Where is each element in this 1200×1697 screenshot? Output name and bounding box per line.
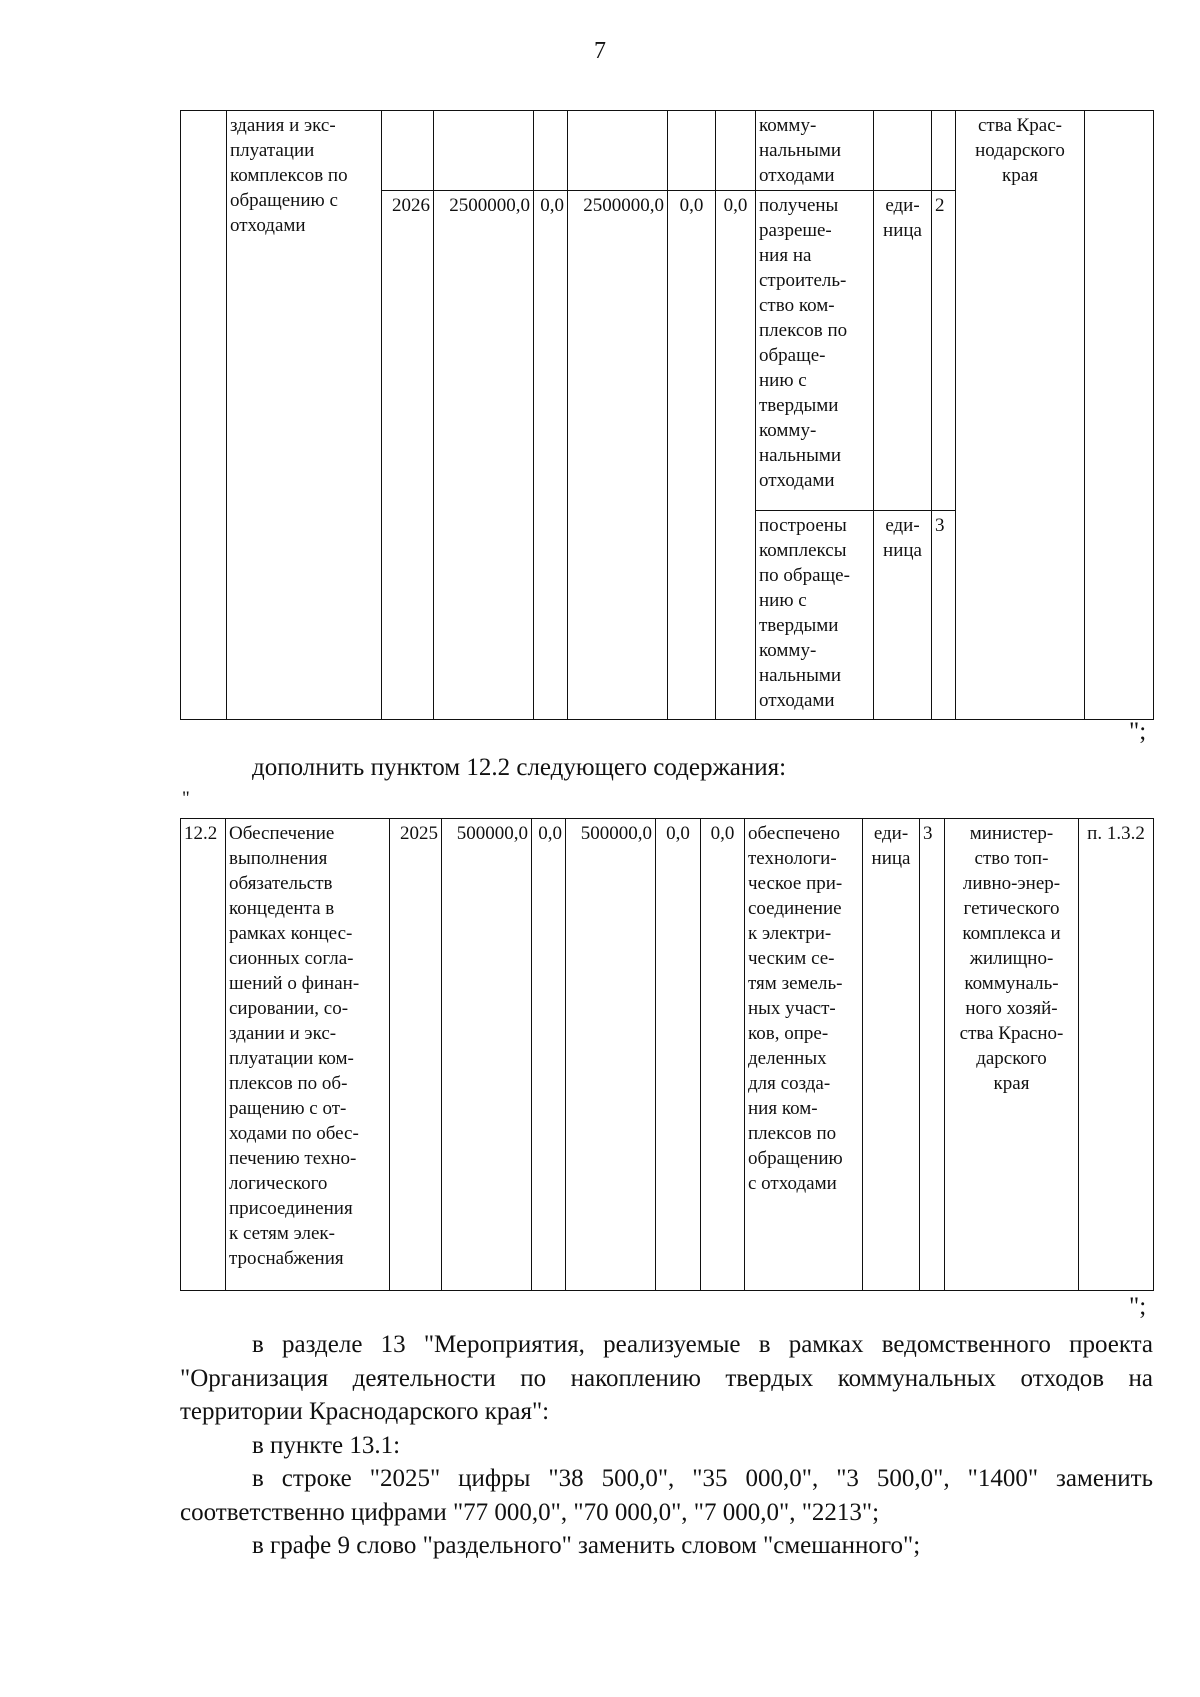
local-cell: 0,0 <box>668 191 716 720</box>
year-cell <box>382 111 434 191</box>
other-cell <box>716 111 756 191</box>
total-cell <box>434 111 534 191</box>
page-number: 7 <box>594 38 606 64</box>
instruction-line: дополнить пунктом 12.2 следующего содержания: <box>252 754 787 781</box>
item-12-2-table <box>180 818 1154 1291</box>
name-cell: Обеспечение выполнения обязательств концедента в рамках концес- сионных согла- шений о финан- сировании, со- здании и экс- плуатации ком- плексов по об- ращению с от- ходами по обес- печению техно- логического присоединения к сетям элек- троснабжения <box>226 819 390 1291</box>
close-quote: "; <box>1129 1293 1147 1320</box>
unit-cell: еди- ница <box>874 191 932 511</box>
unit-cell: еди- ница <box>874 511 932 720</box>
indicator-cell: комму- нальными отходами <box>756 111 874 191</box>
paragraph: в пункте 13.1: <box>252 1431 401 1459</box>
indicator-cell: построены комплексы по обраще- нию с твердыми комму- нальными отходами <box>756 511 874 720</box>
indicator-cell: обеспечено технологи- ческое при- соединение к электри- ческим се- тям земель- ных участ- ков, опре- деленных для созда- ния ком- плексов по обращению с отходами <box>745 819 863 1291</box>
regional-cell: 500000,0 <box>566 819 656 1291</box>
paragraph: в строке "2025" цифры "38 500,0", "35 000,0", "3 500,0", "1400" заменить соответственно цифрами "77 000,0", "70 000,0", "7 000,0", "2213"; <box>180 1465 1153 1526</box>
federal-cell: 0,0 <box>532 819 566 1291</box>
body-text <box>180 1328 1153 1563</box>
continuation-table <box>180 110 1154 720</box>
unit-cell: еди- ница <box>863 819 920 1291</box>
close-quote: "; <box>1129 718 1147 745</box>
unit-cell <box>874 111 932 191</box>
total-cell: 500000,0 <box>442 819 532 1291</box>
number-cell <box>181 111 227 720</box>
other-cell: 0,0 <box>716 191 756 720</box>
indicator-cell: получены разреше- ния на строитель- ство ком- плексов по обраще- нию с твердыми комму- нальными отходами <box>756 191 874 511</box>
regional-cell <box>568 111 668 191</box>
value-cell <box>932 111 956 191</box>
name-cell: здания и экс- плуатации комплексов по обращению с отходами <box>227 111 382 720</box>
value-cell: 3 <box>932 511 956 720</box>
number-cell: 12.2 <box>181 819 226 1291</box>
regional-cell: 2500000,0 <box>568 191 668 720</box>
federal-cell <box>534 111 568 191</box>
paragraph: в разделе 13 "Мероприятия, реализуемые в рамках ведомственного проекта "Организация деятельности по накоплению твердых коммунальных отходов на территории Краснодарского края": <box>180 1331 1153 1425</box>
federal-cell: 0,0 <box>534 191 568 720</box>
reference-cell <box>1085 111 1154 720</box>
total-cell: 2500000,0 <box>434 191 534 720</box>
value-cell: 3 <box>920 819 945 1291</box>
reference-cell: п. 1.3.2 <box>1079 819 1154 1291</box>
open-quote: " <box>182 788 190 809</box>
table-row <box>181 819 1154 1291</box>
table-row <box>181 111 1154 191</box>
local-cell <box>668 111 716 191</box>
year-cell: 2026 <box>382 191 434 720</box>
local-cell: 0,0 <box>656 819 701 1291</box>
year-cell: 2025 <box>390 819 442 1291</box>
other-cell: 0,0 <box>701 819 745 1291</box>
paragraph: в графе 9 слово "раздельного" заменить словом "смешанного"; <box>252 1532 921 1559</box>
executor-cell: министер- ство топ- ливно-энер- гетического комплекса и жилищно- коммуналь- ного хозяй- ства Красно- дарского края <box>945 819 1079 1291</box>
value-cell: 2 <box>932 191 956 511</box>
executor-cell: ства Крас- нодарского края <box>956 111 1085 720</box>
